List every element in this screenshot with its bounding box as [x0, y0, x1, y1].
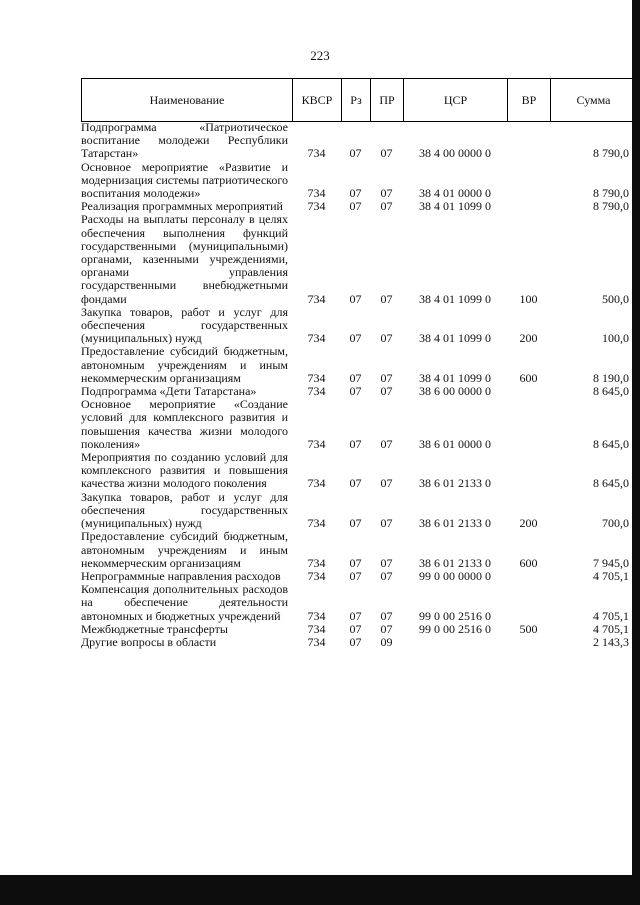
cell-rz: 07: [349, 516, 362, 531]
cell-rz: 07: [349, 384, 362, 399]
cell-pr: 07: [380, 146, 393, 161]
cell-name: Реализация программных мероприятий: [81, 199, 283, 214]
cell-pr: 07: [380, 555, 393, 570]
table-row: [81, 451, 636, 491]
table-row: [81, 491, 636, 531]
cell-kvsr: 734: [307, 634, 326, 649]
table-row: [81, 398, 636, 451]
cell-kvsr: 734: [307, 555, 326, 570]
table-row: [81, 161, 636, 201]
cell-pr: 07: [380, 436, 393, 451]
page-number: 223: [310, 48, 330, 63]
cell-csr: 38 6 01 2133 0: [419, 555, 491, 570]
cell-name: Расходы на выплаты персоналу в целях обеспечения выполнения функций государственными (муниципальными) органами, казенными учреждениями, органами управления государственными внебюджетными фондами: [81, 212, 288, 306]
cell-sum: 8 645,0: [593, 476, 629, 491]
table-row: [81, 121, 636, 161]
cell-sum: 8 645,0: [593, 436, 629, 451]
table-header: [81, 78, 637, 122]
cell-pr: 07: [380, 516, 393, 531]
cell-name: Закупка товаров, работ и услуг для обеспечения государственных (муниципальных) нужд: [81, 489, 288, 531]
cell-sum: 8 790,0: [593, 146, 629, 161]
cell-pr: 07: [380, 370, 393, 385]
cell-csr: 38 6 00 0000 0: [419, 384, 491, 399]
header-csr: ЦСР: [404, 79, 508, 122]
cell-sum: 8 790,0: [593, 199, 629, 214]
cell-csr: 38 4 00 0000 0: [419, 146, 491, 161]
table-row: [81, 213, 636, 305]
cell-vr: 600: [519, 555, 538, 570]
cell-pr: 07: [380, 186, 393, 201]
cell-pr: 07: [380, 199, 393, 214]
cell-rz: 07: [349, 634, 362, 649]
cell-rz: 07: [349, 555, 362, 570]
cell-vr: 100: [519, 291, 538, 306]
cell-rz: 07: [349, 608, 362, 623]
cell-sum: 8 645,0: [593, 384, 629, 399]
table-row: [81, 623, 636, 636]
cell-name: Другие вопросы в области: [81, 634, 217, 649]
cell-pr: 07: [380, 608, 393, 623]
cell-csr: 38 4 01 0000 0: [419, 186, 491, 201]
cell-sum: 700,0: [602, 516, 629, 531]
cell-rz: 07: [349, 199, 362, 214]
cell-sum: 500,0: [602, 291, 629, 306]
table-row: [81, 636, 636, 649]
cell-kvsr: 734: [307, 331, 326, 346]
cell-csr: 99 0 00 0000 0: [419, 568, 491, 583]
cell-csr: 38 4 01 1099 0: [419, 291, 491, 306]
cell-kvsr: 734: [307, 384, 326, 399]
header-name: Наименование: [82, 79, 293, 122]
scan-edge-bottom: [0, 875, 640, 905]
cell-vr: 200: [519, 516, 538, 531]
cell-csr: 38 4 01 1099 0: [419, 370, 491, 385]
cell-pr: 07: [380, 621, 393, 636]
cell-rz: 07: [349, 436, 362, 451]
cell-kvsr: 734: [307, 186, 326, 201]
cell-sum: 4 705,1: [593, 568, 629, 583]
cell-name: Основное мероприятие «Создание условий для комплексного развития и повышения качества жизни молодого поколения»: [81, 397, 288, 451]
cell-kvsr: 734: [307, 568, 326, 583]
header-rz: Рз: [342, 79, 371, 122]
cell-kvsr: 734: [307, 516, 326, 531]
cell-rz: 07: [349, 331, 362, 346]
cell-csr: 38 6 01 2133 0: [419, 476, 491, 491]
cell-name: Непрограммные направления расходов: [81, 568, 281, 583]
cell-kvsr: 734: [307, 621, 326, 636]
cell-sum: 4 705,1: [593, 621, 629, 636]
cell-rz: 07: [349, 146, 362, 161]
cell-vr: 500: [519, 621, 538, 636]
cell-sum: 4 705,1: [593, 608, 629, 623]
cell-name: Мероприятия по созданию условий для комплексного развития и повышения качества жизни молодого поколения: [81, 450, 288, 491]
cell-kvsr: 734: [307, 608, 326, 623]
cell-name: Закупка товаров, работ и услуг для обеспечения государственных (муниципальных) нужд: [81, 304, 288, 346]
cell-sum: 7 945,0: [593, 555, 629, 570]
cell-pr: 07: [380, 568, 393, 583]
cell-name: Подпрограмма «Патриотическое воспитание молодежи Республики Татарстан»: [81, 120, 288, 161]
cell-sum: 8 790,0: [593, 186, 629, 201]
cell-csr: 38 6 01 0000 0: [419, 436, 491, 451]
cell-kvsr: 734: [307, 146, 326, 161]
cell-pr: 09: [380, 634, 393, 649]
cell-kvsr: 734: [307, 476, 326, 491]
table-row: [81, 530, 636, 570]
cell-name: Межбюджетные трансферты: [81, 621, 228, 636]
cell-csr: 38 6 01 2133 0: [419, 516, 491, 531]
cell-vr: 600: [519, 370, 538, 385]
cell-rz: 07: [349, 568, 362, 583]
cell-vr: 200: [519, 331, 538, 346]
scan-edge-right: [632, 0, 640, 905]
cell-kvsr: 734: [307, 370, 326, 385]
header-pr: ПР: [371, 79, 404, 122]
cell-kvsr: 734: [307, 436, 326, 451]
cell-rz: 07: [349, 186, 362, 201]
cell-sum: 2 143,3: [593, 634, 629, 649]
cell-name: Компенсация дополнительных расходов на обеспечение деятельности автономных и бюджетных учреждений: [81, 582, 288, 623]
table-row: [81, 583, 636, 623]
table-body: [81, 121, 636, 649]
header-sum: Сумма: [551, 79, 637, 122]
cell-name: Предоставление субсидий бюджетным, автономным учреждениям и иным некоммерческим организациям: [81, 529, 288, 570]
cell-kvsr: 734: [307, 291, 326, 306]
cell-name: Подпрограмма «Дети Татарстана»: [81, 384, 257, 399]
header-vr: ВР: [508, 79, 551, 122]
cell-sum: 100,0: [602, 331, 629, 346]
cell-name: Основное мероприятие «Развитие и модернизация системы патриотического воспитания молодежи»: [81, 159, 288, 201]
cell-pr: 07: [380, 384, 393, 399]
cell-pr: 07: [380, 291, 393, 306]
cell-kvsr: 734: [307, 199, 326, 214]
table-row: [81, 345, 636, 385]
cell-csr: 38 4 01 1099 0: [419, 331, 491, 346]
cell-csr: 38 4 01 1099 0: [419, 199, 491, 214]
cell-csr: 99 0 00 2516 0: [419, 608, 491, 623]
cell-rz: 07: [349, 291, 362, 306]
cell-rz: 07: [349, 476, 362, 491]
cell-rz: 07: [349, 621, 362, 636]
table-row: [81, 306, 636, 346]
cell-csr: 99 0 00 2516 0: [419, 621, 491, 636]
cell-name: Предоставление субсидий бюджетным, автономным учреждениям и иным некоммерческим организациям: [81, 344, 288, 385]
header-kvsr: КВСР: [293, 79, 342, 122]
cell-rz: 07: [349, 370, 362, 385]
cell-pr: 07: [380, 331, 393, 346]
cell-pr: 07: [380, 476, 393, 491]
cell-sum: 8 190,0: [593, 370, 629, 385]
